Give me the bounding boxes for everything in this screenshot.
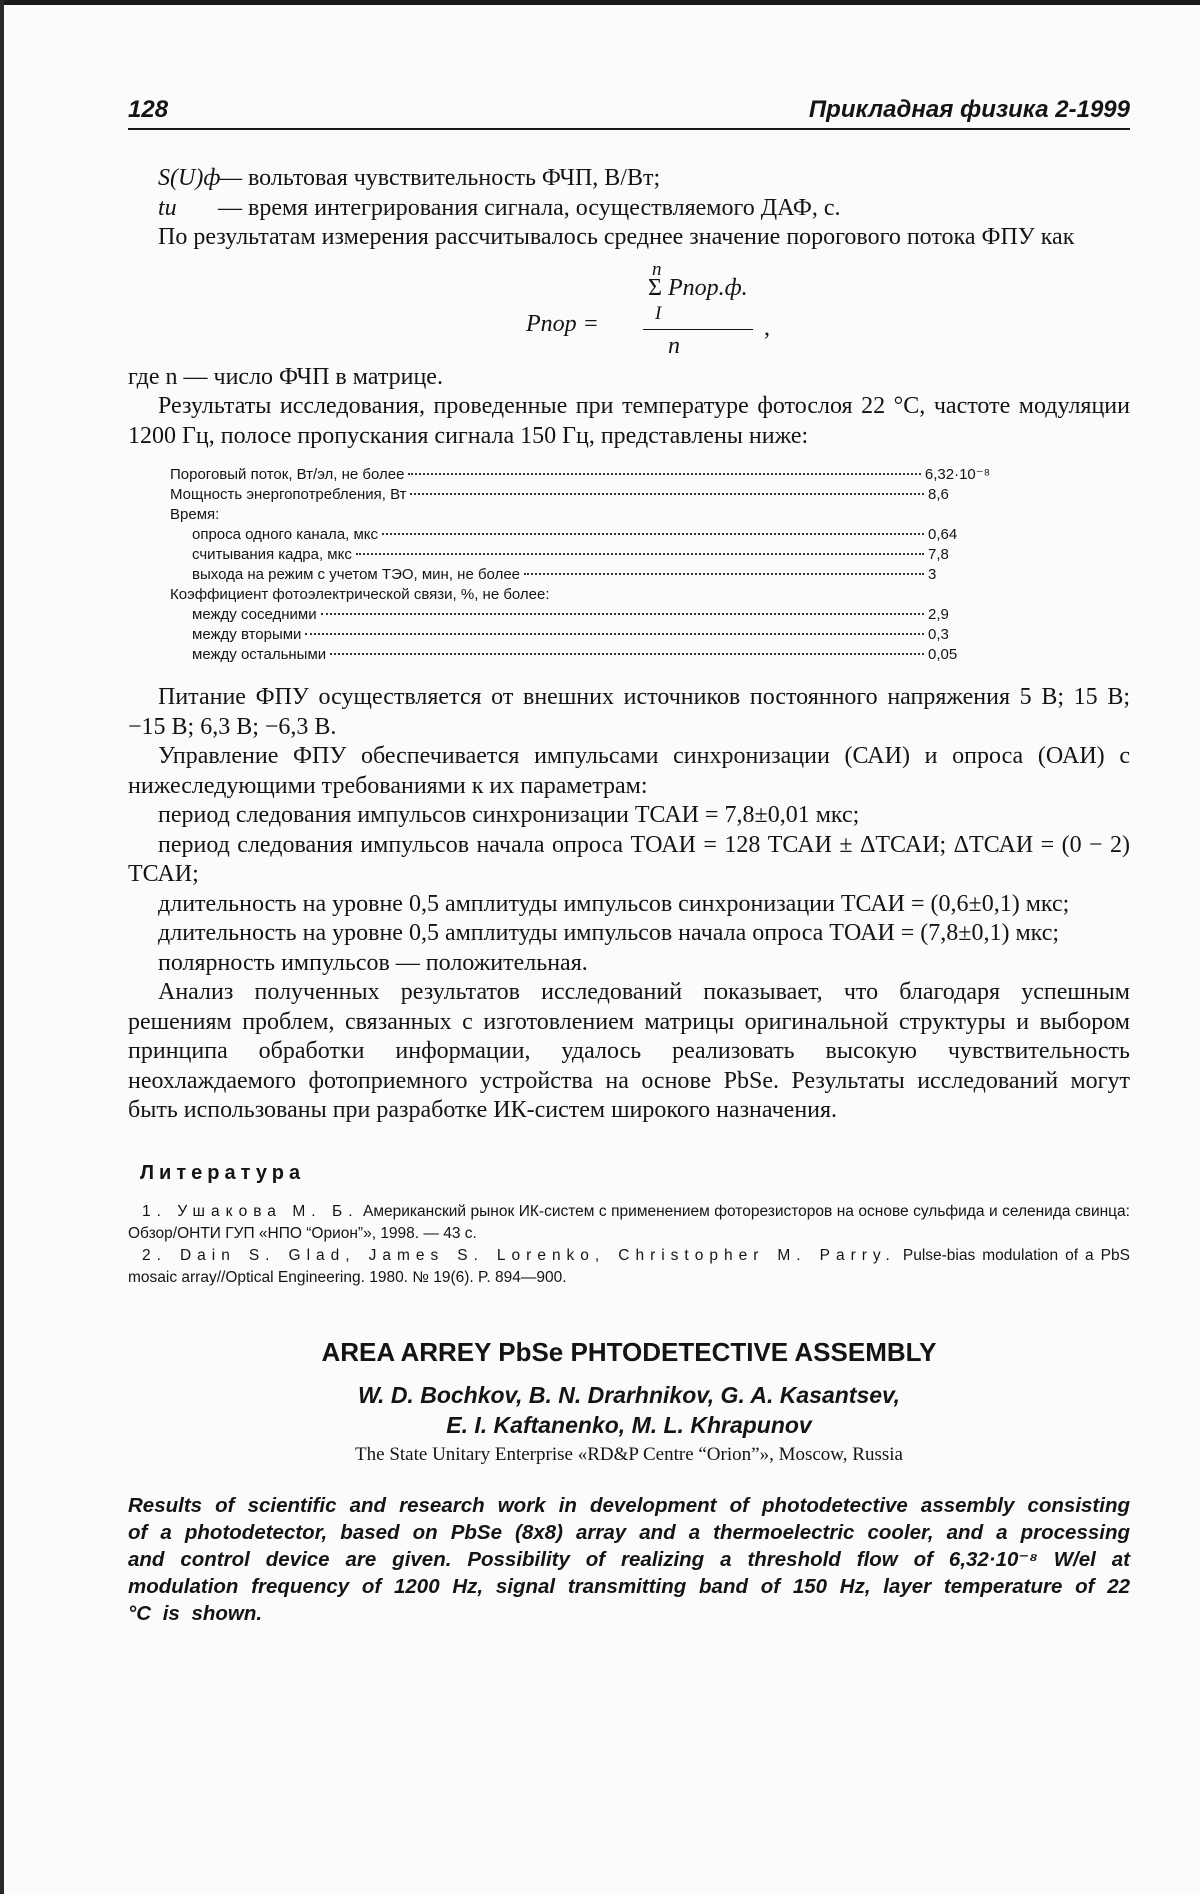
definition-symbol: tи <box>158 194 177 221</box>
spec-label: между остальными <box>192 646 327 663</box>
definition-text: — вольтовая чувствительность ФЧП, В/Вт; <box>218 165 661 191</box>
spec-value: 6,32·10⁻⁸ <box>924 466 990 483</box>
reference-authors: 1. Ушакова М. Б. <box>142 1202 359 1220</box>
spec-value: 0,05 <box>928 646 958 663</box>
english-authors <box>128 1380 1130 1440</box>
spec-label: считывания кадра, мкс <box>192 546 352 563</box>
definitions <box>158 164 1130 223</box>
sum-symbol: Σ <box>648 274 662 301</box>
spec-label: между вторыми <box>192 626 302 643</box>
spec-label: опроса одного канала, мкс <box>192 526 379 543</box>
paragraph-control: Управление ФПУ обеспечивается импульсами синхронизации (САИ) и опроса (ОАИ) с нижеследующими требованиями к их параметрам: <box>128 743 1130 799</box>
spec-row <box>170 485 990 505</box>
formula-sum-sign <box>648 275 748 302</box>
spec-label: Мощность энергопотребления, Вт <box>170 486 407 503</box>
threshold-formula <box>128 253 1130 363</box>
reference-text: Pulse-bias modulation of a PbS mosaic array//Optical Engineering. 1980. № 19(6). P. 894—900. <box>128 1246 1130 1286</box>
spec-label: Время: <box>170 506 220 523</box>
leader-dots <box>524 573 924 575</box>
formula-term: Pпор.ф. <box>667 274 748 301</box>
spec-row <box>170 505 990 525</box>
spec-label: Пороговый поток, Вт/эл, не более <box>170 466 405 483</box>
leader-dots <box>408 473 920 475</box>
reference-authors: 2. Dain S. Glad, James S. Lorenko, Christopher M. Parry. <box>142 1246 896 1264</box>
reference-item <box>128 1245 1130 1289</box>
paragraph-where: где n — число ФЧП в матрице. <box>128 363 443 390</box>
spec-value: 7,8 <box>928 546 949 563</box>
definition-text: — время интегрирования сигнала, осуществляемого ДАФ, с. <box>218 194 841 221</box>
leader-dots <box>382 533 924 535</box>
spec-label: между соседними <box>192 606 317 623</box>
spec-row <box>170 525 990 545</box>
authors-line: W. D. Bochkov, B. N. Drarhnikov, G. A. Kasantsev, <box>358 1381 900 1408</box>
leader-dots <box>321 613 924 615</box>
spec-value: 8,6 <box>928 486 949 503</box>
requirement-item: полярность импульсов — положительная. <box>158 949 588 976</box>
formula-lhs-text: Pпор <box>526 310 577 337</box>
formula-comma: , <box>764 314 770 341</box>
spec-value: 3 <box>928 566 937 583</box>
page-number: 128 <box>128 96 169 123</box>
definition-row <box>158 164 1130 194</box>
paragraph-analysis: Анализ полученных результатов исследований показывает, что благодаря успешным решениям проблем, связанных с изготовлением матрицы оригинальной структуры и выбором принципа обработки информации, удалось реализовать высокую чувствительность неохлаждаемого фотоприемного устройства на основе PbSe. Результаты исследований могут быть использованы при разработке ИК-систем широкого назначения. <box>128 979 1130 1123</box>
formula-denominator: n <box>668 332 680 359</box>
requirement-item: длительность на уровне 0,5 амплитуды импульсов начала опроса TОАИ = (7,8±0,1) мкс; <box>158 920 1060 946</box>
spec-row <box>170 645 990 665</box>
spec-row <box>170 605 990 625</box>
organization: The State Unitary Enterprise «RD&P Centre “Orion”», Moscow, Russia <box>355 1443 903 1465</box>
spec-value: 0,64 <box>928 526 958 543</box>
definition-symbol: S(U)ф <box>158 165 221 191</box>
literature-heading: Литература <box>140 1161 306 1184</box>
spec-value: 0,3 <box>928 626 949 643</box>
definition-row <box>158 194 1130 224</box>
spec-value: 2,9 <box>928 606 949 623</box>
formula-upper-limit: n <box>652 258 662 280</box>
paragraph-results: Результаты исследования, проведенные при температуре фотослоя 22 °С, частоте модуляции 1200 Гц, полосе пропускания сигнала 150 Гц, представлены ниже: <box>128 393 1130 449</box>
formula-lhs: Pпор = <box>526 310 599 337</box>
requirement-item: длительность на уровне 0,5 амплитуды импульсов синхронизации TСАИ = (0,6±0,1) мкс; <box>158 890 1070 917</box>
leader-dots <box>330 653 924 655</box>
spec-row <box>170 545 990 565</box>
spec-row <box>170 585 990 605</box>
english-title: AREA ARREY PbSe PHTODETECTIVE ASSEMBLY <box>321 1336 937 1367</box>
spec-list <box>170 465 990 665</box>
leader-dots <box>305 633 924 635</box>
reference-item <box>128 1201 1130 1245</box>
paragraph-power: Питание ФПУ осуществляется от внешних источников постоянного напряжения 5 В; 15 В; −15 В; 6,3 В; −6,3 В. <box>128 684 1130 740</box>
english-abstract: Results of scientific and research work in development of photodetective assembly consisting of a photodetector, based on PbSe (8x8) array and a thermoelectric cooler, and a processing and control device are given. Possibility of realizing a threshold flow of 6,32·10⁻⁸ W/el at modulation frequency of 1200 Hz, signal transmitting band of 150 Hz, layer temperature of 22 °C is shown. <box>128 1493 1130 1625</box>
running-header <box>128 96 1130 130</box>
journal-title: Прикладная физика 2-1999 <box>808 96 1130 123</box>
page <box>128 96 1130 1627</box>
paragraph-threshold: По результатам измерения рассчитывалось среднее значение порогового потока ФПУ как <box>158 224 1075 250</box>
leader-dots <box>356 553 924 555</box>
spec-row <box>170 565 990 585</box>
formula-lower-limit: I <box>655 302 662 324</box>
leader-dots <box>410 493 924 495</box>
scan-top-edge <box>0 0 1200 5</box>
spec-row <box>170 465 990 485</box>
spec-label: выхода на режим с учетом ТЭО, мин, не более <box>192 566 521 583</box>
authors-line: E. I. Kaftanenko, M. L. Khrapunov <box>446 1411 812 1438</box>
spec-row <box>170 625 990 645</box>
formula-fraction-bar <box>643 329 753 330</box>
scan-left-edge <box>0 0 4 1894</box>
requirement-item: период следования импульсов синхронизации TСАИ = 7,8±0,01 мкс; <box>158 802 860 828</box>
spec-label: Коэффициент фотоэлектрической связи, %, не более: <box>170 586 550 603</box>
reference-text: Американский рынок ИК-систем с применением фоторезисторов на основе сульфида и селенида свинца: Обзор/ОНТИ ГУП «НПО “Орион”», 1998. — 43 с. <box>128 1202 1130 1242</box>
requirement-item: период следования импульсов начала опроса TОАИ = 128 TСАИ ± ΔTСАИ; ΔTСАИ = (0 − 2) TСАИ; <box>128 831 1130 887</box>
